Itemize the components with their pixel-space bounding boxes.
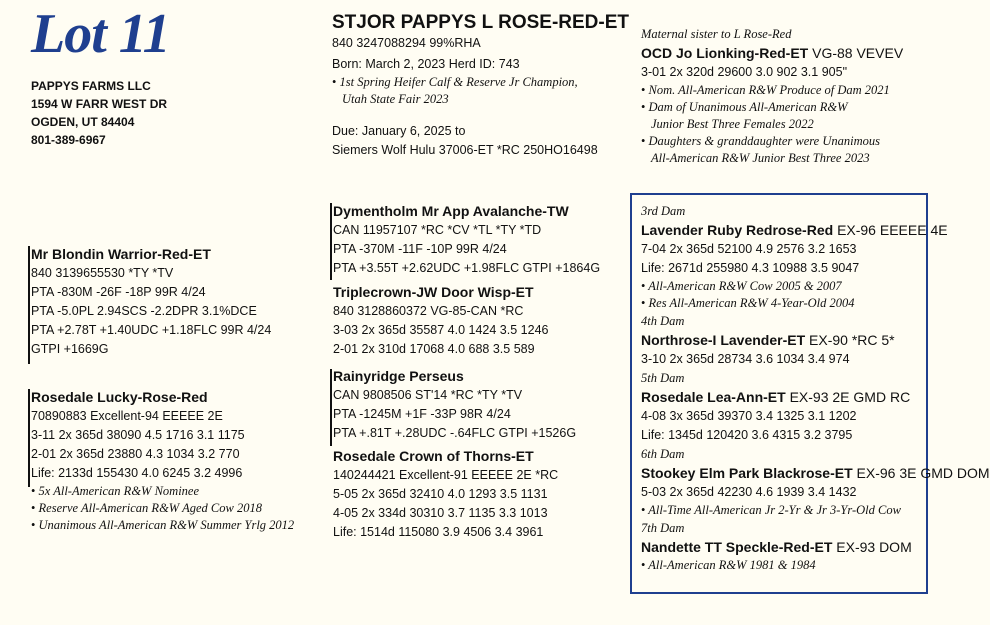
dam-line: 3-11 2x 365d 38090 4.5 1716 3.1 1175 (31, 428, 245, 442)
sire (31, 244, 271, 359)
animal-honor: Utah State Fair 2023 (342, 92, 449, 106)
family-name: Rosedale Lea-Ann-ET EX-93 2E GMD RC (641, 389, 911, 405)
maternal-sister-note: All-American R&W Junior Best Three 2023 (651, 151, 870, 165)
seller-address (31, 77, 167, 149)
generation-label: 5th Dam (641, 371, 685, 385)
family-note: • All-Time All-American Jr 2-Yr & Jr 3-Yr-Old Cow (641, 503, 901, 517)
sire-name: Mr Blondin Warrior-Red-ET (31, 246, 211, 262)
dam-sire (333, 366, 576, 443)
sire-line: PTA +2.78T +1.40UDC +1.18FLC 99R 4/24 (31, 323, 272, 337)
animal-honor: • 1st Spring Heifer Calf & Reserve Jr Champion, (332, 75, 578, 89)
lot-number: Lot 11 (31, 3, 170, 65)
dam-dam-line: Life: 1514d 115080 3.9 4506 3.4 3961 (333, 525, 544, 539)
dam-line: 70890883 Excellent-94 EEEEE 2E (31, 409, 223, 423)
generation-label: 3rd Dam (641, 204, 686, 218)
sire-line: PTA -5.0PL 2.94SCS -2.2DPR 3.1%DCE (31, 304, 257, 318)
family-name: Stookey Elm Park Blackrose-ET EX-96 3E GMD DOM (641, 465, 990, 481)
sire-dam-line: 3-03 2x 365d 35587 4.0 1424 3.5 1246 (333, 323, 549, 337)
dam-dam-name: Rosedale Crown of Thorns-ET (333, 448, 534, 464)
sire-sire-name: Dymentholm Mr App Avalanche-TW (333, 203, 569, 219)
animal-name: STJOR PAPPYS L ROSE-RED-ET (332, 12, 630, 33)
maternal-sister-note: • Nom. All-American R&W Produce of Dam 2021 (641, 83, 890, 97)
family-7th-dam (641, 519, 990, 574)
animal-born: Born: March 2, 2023 Herd ID: 743 (332, 57, 520, 71)
family-4th-dam (641, 312, 990, 369)
sire-sire-line: CAN 11957107 *RC *CV *TL *TY *TD (333, 223, 542, 237)
family-name: Northrose-I Lavender-ET EX-90 *RC 5* (641, 332, 895, 348)
maternal-sister-note: • Dam of Unanimous All-American R&W (641, 100, 848, 114)
dam-sire-line: PTA +.81T +.28UDC -.64FLC GTPI +1526G (333, 426, 577, 440)
dam-dam-line: 140244421 Excellent-91 EEEEE 2E *RC (333, 468, 559, 482)
dam-sire-line: CAN 9808506 ST'14 *RC *TY *TV (333, 388, 523, 402)
family-record: 4-08 3x 365d 39370 3.4 1325 3.1 1202 (641, 409, 857, 423)
dam-note: • 5x All-American R&W Nominee (31, 484, 200, 498)
sire-dam (333, 282, 548, 359)
sire-line: 840 3139655530 *TY *TV (31, 266, 174, 280)
generation-label: 7th Dam (641, 521, 685, 535)
sire-dam-line: 840 3128860372 VG-85-CAN *RC (333, 304, 524, 318)
family-list (641, 202, 990, 574)
sire-dam-name: Triplecrown-JW Door Wisp-ET (333, 284, 534, 300)
family-3rd-dam (641, 202, 990, 312)
sire-dam-line: 2-01 2x 310d 17068 4.0 688 3.5 589 (333, 342, 535, 356)
due-date: Due: January 6, 2025 to (332, 124, 466, 138)
family-6th-dam (641, 445, 990, 519)
maternal-sister-note: • Daughters & granddaughter were Unanimous (641, 134, 880, 148)
sire-sire-line: PTA -370M -11F -10P 99R 4/24 (333, 242, 507, 256)
family-record: Life: 1345d 120420 3.6 4315 3.2 3795 (641, 428, 853, 442)
dam-line: Life: 2133d 155430 4.0 6245 3.2 4996 (31, 466, 243, 480)
generation-label: 6th Dam (641, 447, 685, 461)
dam-name: Rosedale Lucky-Rose-Red (31, 389, 208, 405)
family-note: • All-American R&W Cow 2005 & 2007 (641, 279, 842, 293)
seller-city: OGDEN, UT 84404 (31, 115, 135, 129)
family-note: • Res All-American R&W 4-Year-Old 2004 (641, 296, 855, 310)
dam (31, 387, 294, 534)
seller-phone: 801-389-6967 (31, 133, 106, 147)
sire-line: GTPI +1669G (31, 342, 109, 356)
dam-note: • Reserve All-American R&W Aged Cow 2018 (31, 501, 262, 515)
seller-street: 1594 W FARR WEST DR (31, 97, 168, 111)
animal-header (332, 12, 629, 160)
dam-line: 2-01 2x 365d 23880 4.3 1034 3.2 770 (31, 447, 240, 461)
dam-note: • Unanimous All-American R&W Summer Yrlg 2012 (31, 518, 295, 532)
sire-sire-line: PTA +3.55T +2.62UDC +1.98FLC GTPI +1864G (333, 261, 601, 275)
maternal-sister-note: Junior Best Three Females 2022 (651, 117, 814, 131)
dam-dam-line: 5-05 2x 365d 32410 4.0 1293 3.5 1131 (333, 487, 548, 501)
family-name: Lavender Ruby Redrose-Red EX-96 EEEEE 4E (641, 222, 948, 238)
dam-dam (333, 446, 558, 542)
animal-id: 840 3247088294 99%RHA (332, 36, 481, 50)
generation-label: 4th Dam (641, 314, 685, 328)
family-record: 7-04 2x 365d 52100 4.9 2576 3.2 1653 (641, 242, 857, 256)
family-record: Life: 2671d 255980 4.3 10988 3.5 9047 (641, 261, 860, 275)
family-record: 3-10 2x 365d 28734 3.6 1034 3.4 974 (641, 352, 850, 366)
dam-bar (28, 389, 30, 487)
family-record: 5-03 2x 365d 42230 4.6 1939 3.4 1432 (641, 485, 857, 499)
sire-sire (333, 201, 600, 278)
sire-sire-bar (330, 203, 332, 280)
maternal-sister (641, 25, 903, 167)
seller-name: PAPPYS FARMS LLC (31, 79, 151, 93)
dam-dam-line: 4-05 2x 334d 30310 3.7 1135 3.3 1013 (333, 506, 548, 520)
maternal-sister-record: 3-01 2x 320d 29600 3.0 902 3.1 905" (641, 65, 847, 79)
sire-bar (28, 246, 30, 364)
service-sire: Siemers Wolf Hulu 37006-ET *RC 250HO16498 (332, 143, 598, 157)
maternal-sister-name: OCD Jo Lionking-Red-ET VG-88 VEVEV (641, 45, 904, 61)
dam-sire-bar (330, 369, 332, 446)
family-name: Nandette TT Speckle-Red-ET EX-93 DOM (641, 539, 912, 555)
dam-sire-name: Rainyridge Perseus (333, 368, 464, 384)
family-5th-dam (641, 369, 990, 445)
sire-line: PTA -830M -26F -18P 99R 4/24 (31, 285, 206, 299)
dam-sire-line: PTA -1245M +1F -33P 98R 4/24 (333, 407, 511, 421)
maternal-sister-heading: Maternal sister to L Rose-Red (641, 27, 792, 41)
family-note: • All-American R&W 1981 & 1984 (641, 558, 816, 572)
